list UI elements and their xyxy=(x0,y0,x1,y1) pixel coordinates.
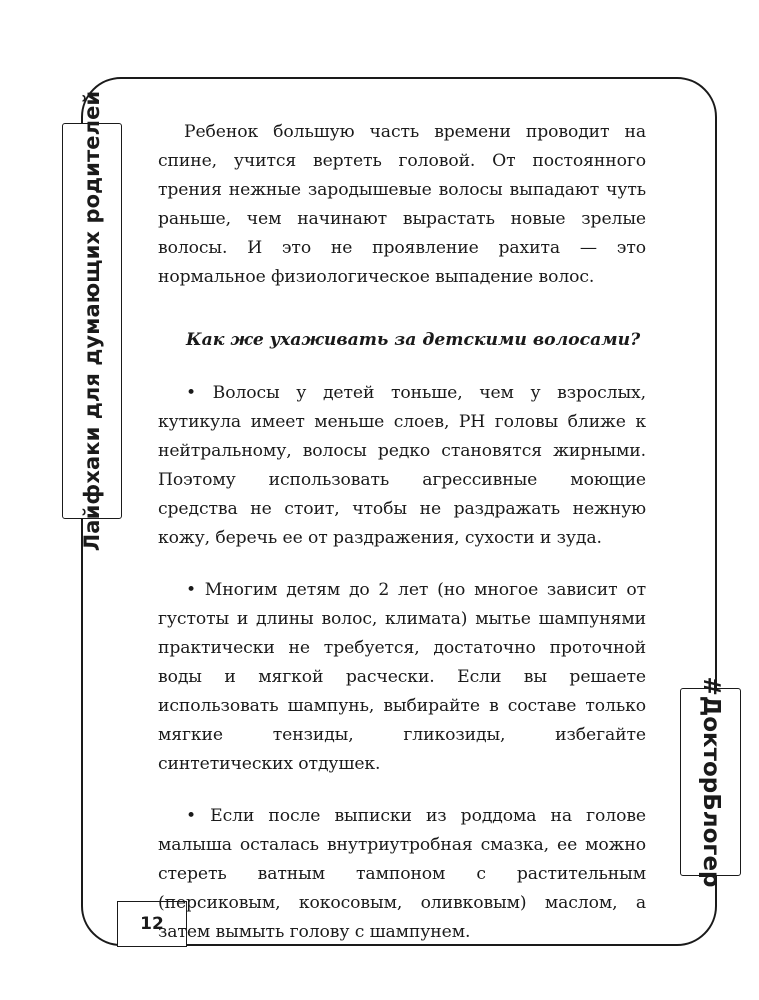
book-title-tab xyxy=(62,90,122,552)
book-title-text: Лайфхаки для думающих родителей xyxy=(80,90,104,552)
bullet-paragraph-3: • Если после выписки из роддома на голове малыша осталась внутриутробная смазка, ее можно стереть ватным тампоном с растительным (персиковым, кокосовым, оливковым) маслом, а затем вымыть голову с шампунем. xyxy=(158,806,646,942)
author-hashtag-text: #ДокторБлогер xyxy=(697,676,724,888)
section-heading: Как же ухаживать за детскими волосами? xyxy=(186,330,641,350)
intro-paragraph: Ребенок большую часть времени проводит на спине, учится вертеть головой. От постоянного трения нежные зародышевые волосы выпадают чуть раньше, чем начинают вырастать новые зрелые волосы. И это не проявление рахита — это нормальное физиологическое выпадение волос. xyxy=(158,122,646,287)
page-number: 12 xyxy=(117,901,187,947)
page-content xyxy=(158,118,646,947)
bullet-paragraph-1: • Волосы у детей тоньше, чем у взрослых, кутикула имеет меньше слоев, PH головы ближе к нейтральному, волосы редко становятся жирными. Поэтому использовать агрессивные моющие средства не стоит, чтобы не раздражать нежную кожу, беречь ее от раздражения, сухости и зуда. xyxy=(158,383,646,548)
bullet-paragraph-2: • Многим детям до 2 лет (но многое зависит от густоты и длины волос, климата) мытье шампунями практически не требуется, достаточно проточной воды и мягкой расчески. Если вы решаете использовать шампунь, выбирайте в составе только мягкие тензиды, гликозиды, избегайте синтетических отдушек. xyxy=(158,580,646,774)
author-hashtag-tab xyxy=(680,676,741,888)
